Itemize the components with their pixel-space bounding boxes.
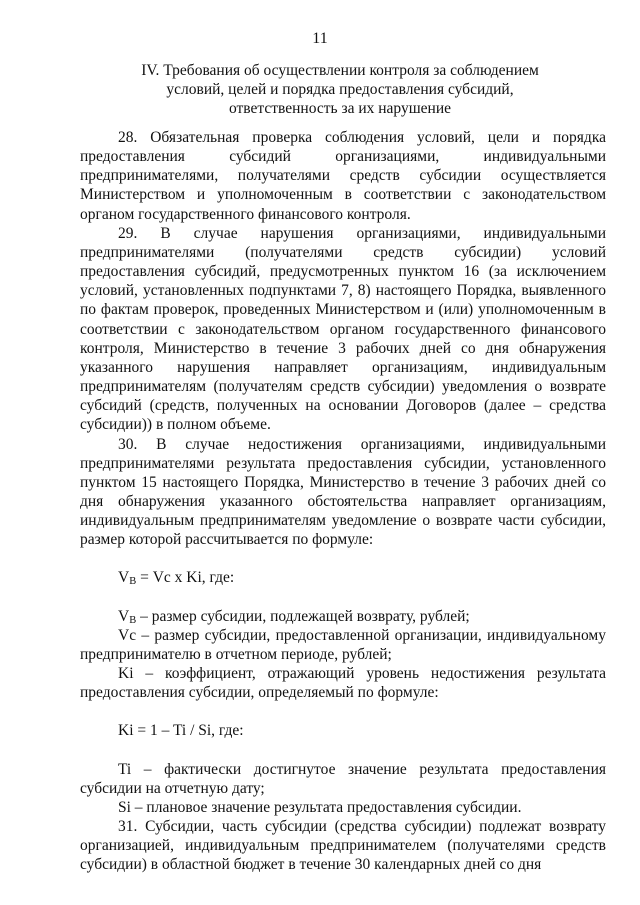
paragraph-31: 31. Субсидии, часть субсидии (средства субсидии) подлежат возврату организацией, индивидуальным предпринимателем (получателями средств субсидии) в областной бюджет в течение 30 календарных дней со дня: [80, 818, 606, 874]
definition-vc: Vc – размер субсидии, предоставленной организации, индивидуальному предпринимателю в отчетном периоде, рублей;: [80, 626, 606, 663]
definition-ti: Ti – фактически достигнутое значение результата предоставления субсидии на отчетную дату;: [80, 760, 606, 797]
paragraph-30: 30. В случае недостижения организациями, индивидуальными предпринимателями результата предоставления субсидии, установленного пунктом 15 настоящего Порядка, Министерство в течение 3 рабочих дней со дня обнаружения указанного обстоятельства направляет организациям, индивидуальным предпринимателям уведомление о возврате части субсидии, размер которой рассчитывается по формуле:: [80, 435, 606, 549]
section-title-line: условий, целей и порядка предоставления субсидий,: [166, 81, 514, 98]
section-title-line: IV. Требования об осуществлении контроля за соблюдением: [141, 62, 539, 79]
formula-coefficient: Ki = 1 – Ti / Si, где:: [118, 722, 244, 740]
formula-subscript: В: [129, 576, 137, 588]
formula-refund-amount: [80, 568, 606, 587]
definition-si: Si – плановое значение результата предоставления субсидии.: [118, 798, 522, 816]
definition-subscript: В: [129, 614, 137, 626]
document-body: [80, 128, 606, 874]
section-title: [80, 61, 600, 118]
definition-ki: Ki – коэффициент, отражающий уровень недостижения результата предоставления субсидии, определяемый по формуле:: [80, 665, 606, 702]
formula-rest: = Vc x Ki, где:: [136, 569, 235, 587]
paragraph-29: 29. В случае нарушения организациями, индивидуальными предпринимателями (получателями средств субсидии) условий предоставления субсидий, предусмотренных пунктом 16 (за исключением условий, установленных подпунктами 7, 8) настоящего Порядка, выявленного по фактам проверок, проведенных Министерством и (или) уполномоченным в соответствии с законодательством органом государственного финансового контроля, Министерство в течение 3 рабочих дней со дня обнаружения указанного нарушения направляет организациям, индивидуальным предпринимателям (получателям средств субсидии) уведомления о возврате субсидий (средств, полученных на основании Договоров (далее – средства субсидии)) в полном объеме.: [80, 224, 606, 434]
paragraph-28: 28. Обязательная проверка соблюдения условий, цели и порядка предоставления субсидий организациями, индивидуальными предпринимателями, получателями средств субсидии осуществляется Министерством и уполномоченным в соответствии с законодательством органом государственного финансового контроля.: [80, 129, 606, 223]
section-title-line: ответственность за их нарушение: [228, 100, 452, 117]
definition-vb: [80, 607, 606, 626]
formula-var: V: [118, 569, 130, 587]
definition-var: V: [118, 607, 130, 625]
page-number: 11: [312, 30, 328, 47]
definition-text: – размер субсидии, подлежащей возврату, рублей;: [136, 607, 470, 625]
